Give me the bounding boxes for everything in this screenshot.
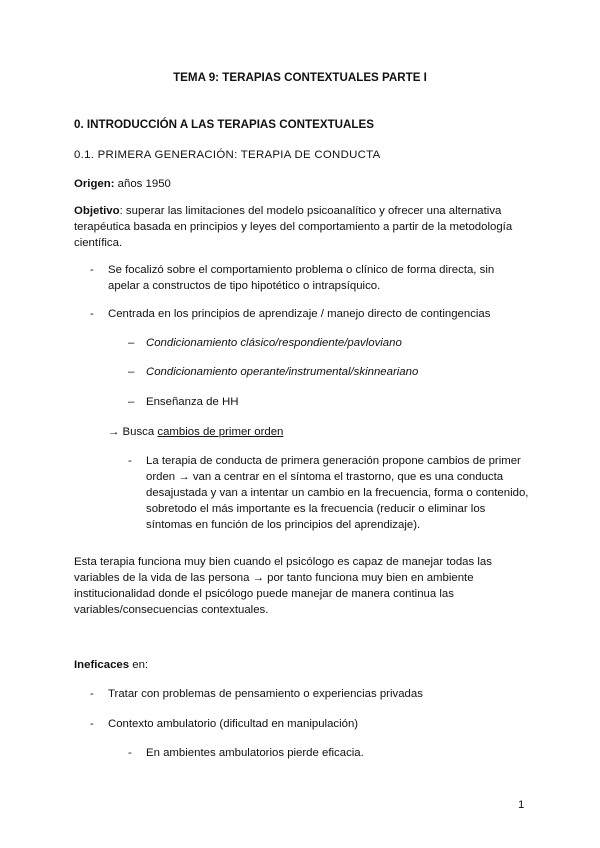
- bullet-dash: -: [90, 718, 94, 730]
- section-heading: 0. INTRODUCCIÓN A LAS TERAPIAS CONTEXTUALES: [74, 118, 374, 131]
- busca-underlined: cambios de primer orden: [157, 426, 284, 438]
- ineficaces-label: Ineficaces: [74, 659, 130, 671]
- objetivo-label: Objetivo: [74, 205, 120, 217]
- sub-list-item: En ambientes ambulatorios pierde eficacia.: [146, 747, 364, 759]
- bullet-dash: -: [90, 264, 94, 276]
- list-item: Se focalizó sobre el comportamiento problema o clínico de forma directa, sin apelar a constructos de tipo hipotético o intrapsíquico.: [108, 264, 495, 292]
- sub-bullet-dash: -: [128, 747, 132, 759]
- list-item: Tratar con problemas de pensamiento o experiencias privadas: [108, 688, 423, 700]
- bullet-dash: -: [90, 688, 94, 700]
- sub-bullet-dash: –: [128, 396, 135, 408]
- ineficaces-paragraph: [74, 657, 534, 673]
- bullet-dash: -: [90, 308, 94, 320]
- objetivo-text: : superar las limitaciones del modelo psicoanalítico y ofrecer una alternativa terapéutica basada en principios y leyes del comportamiento a partir de la metodología científica.: [74, 205, 513, 249]
- list-item: Contexto ambulatorio (dificultad en manipulación): [108, 718, 359, 730]
- document-title: TEMA 9: TERAPIAS CONTEXTUALES PARTE I: [173, 71, 427, 84]
- list-item: Centrada en los principios de aprendizaje / manejo directo de contingencias: [108, 308, 491, 320]
- objetivo-paragraph: [74, 203, 514, 251]
- page-number: 1: [518, 799, 525, 811]
- body-paragraph: Esta terapia funciona muy bien cuando el psicólogo es capaz de manejar todas las variables de la vida de las persona → por tanto funciona muy bien en ambiente institucionalidad donde el psicólogo puede manejar de manera continua las variables/consecuencias contextuales.: [74, 556, 492, 616]
- sub-list-item: Enseñanza de HH: [146, 396, 239, 408]
- origen-label: Origen:: [74, 178, 115, 190]
- ineficaces-text: en:: [129, 659, 149, 671]
- busca-prefix: → Busca: [108, 426, 158, 438]
- sub-list-item: Condicionamiento operante/instrumental/skinneariano: [146, 366, 419, 378]
- origen-paragraph: [74, 176, 534, 192]
- sub-bullet-dash: –: [128, 337, 135, 349]
- subsection-heading: 0.1. PRIMERA GENERACIÓN: TERAPIA DE CONDUCTA: [74, 149, 381, 161]
- sub-bullet-dash: –: [128, 366, 135, 378]
- sub-list-item: Condicionamiento clásico/respondiente/pavloviano: [146, 337, 402, 349]
- busca-detail: La terapia de conducta de primera generación propone cambios de primer orden → van a centrar en el síntoma el trastorno, que es una conducta desajustada y van a intentar un cambio en la frecuencia, forma o contenido, sobretodo el más importante es la frecuencia (reducir o eliminar los síntomas en función de los principios del aprendizaje).: [146, 455, 529, 531]
- sub-bullet-dash: -: [128, 455, 132, 467]
- origen-text: años 1950: [114, 178, 171, 190]
- busca-line: [108, 424, 283, 440]
